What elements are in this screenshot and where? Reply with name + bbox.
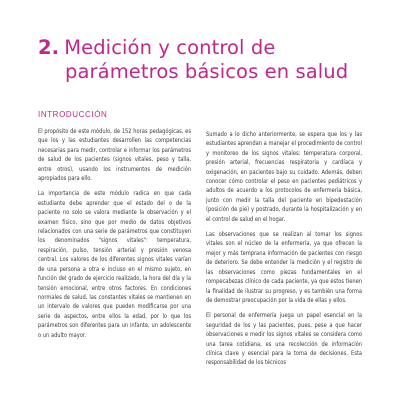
paragraph: El propósito de este módulo, de 152 horas pedagógicas, es que los y las estudiantes desarrollen las competencias necesarias para medir, controlar e informar los parámetros de salud de los pacientes (signos vitales, peso y talla, entre otros), usando los instrumentos de medición apropiados para ello. xyxy=(38,129,191,183)
left-column xyxy=(38,128,191,347)
title-text-1: Medición y control de xyxy=(64,36,276,59)
chapter-title xyxy=(38,36,348,84)
right-column xyxy=(206,131,362,375)
paragraph: La importancia de este módulo radica en que cada estudiante debe aprender que el estado del o de la paciente no solo se valora mediante la observación y el examen físico, sino que por medio de datos objetivos relacionados con una serie de parámetros que constituyen los denominados "signos vitales": temperatura, respiración, pulso, tensión arterial y presión venosa central. Los valores de los diferentes signos vitales varían de una persona a otra e incluso en el mismo sujeto, en función del grado de ejercicio realizado, la hora del día y la tensión emocional, entre otros factores. En condiciones normales de salud, las constantes vitales se mantienen en un intervalo de valores que pueden modificarse por una serie de aspectos, entre ellos la edad, por lo que los parámetros son diferentes para un infante, un adolescente o un adulto mayor. xyxy=(38,191,191,339)
section-heading: INTRODUCCIÓN xyxy=(38,110,108,119)
title-line-1 xyxy=(38,36,348,60)
paragraph: Las observaciones que se realizan al tomar los signos vitales son el núcleo de la enfermería, ya que ofrecen la mejor y más temprana información de pacientes con riesgo de deterioro. Se debe entender la medición y el registro de las observaciones como piezas fundamentales en el rompecabezas clínico de cada paciente, ya que estos tienen la finalidad de ilustrar su progreso, y es también una forma de demostrar preocupación por la vida de ellas y ellos. xyxy=(206,232,362,304)
paragraph: El personal de enfermería juega un papel esencial en la seguridad de los y las pacientes, pues, pese a que hacer observaciones e medir los signos vitales se considera como una tarea cotidiana, es una recolección de información clínica clave y esencial para la toma de decisiones. Esta responsabilidad de los técnicos xyxy=(206,313,362,367)
paragraph: Sumado a lo dicho anteriormente, se espera que los y las estudiantes aprendan a manejar el procedimiento de control y monitoreo de los signos vitales: temperatura corporal, presión arterial, frecuencias respiratoria y cardíaca y oxigenación, en pacientes bajo su cuidado. Además, deben conocer cómo controlar el peso en pacientes pediátricos y adultos de acuerdo a los protocolos de enfermería básica, junto con medir la talla del paciente en bipedestación (posición de pie) y postrado, durante la hospitalización y en el control de salud en el hogar. xyxy=(206,132,362,223)
title-line-2: parámetros básicos en salud xyxy=(65,60,349,83)
chapter-number: 2. xyxy=(38,36,60,59)
